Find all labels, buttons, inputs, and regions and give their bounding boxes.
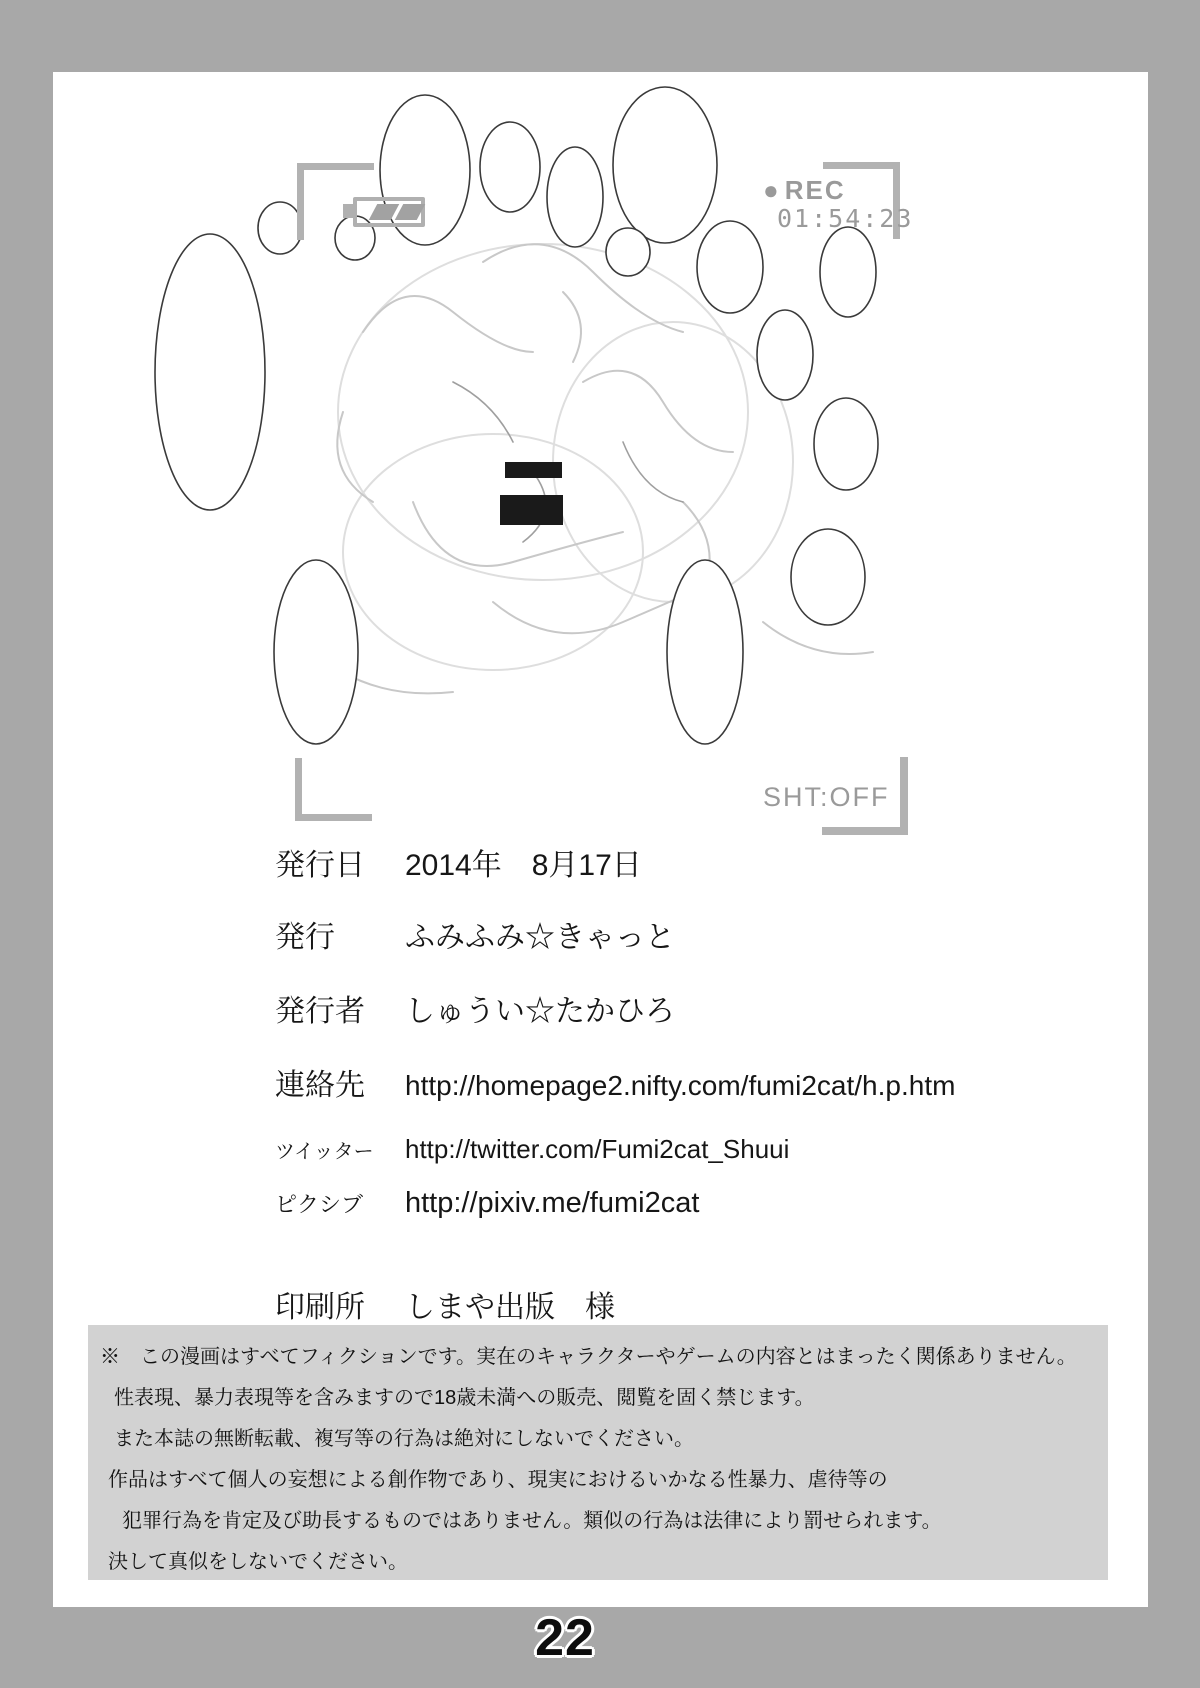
disclaimer-line: 犯罪行為を肯定及び助長するものではありません。類似の行為は法律により罰せられます。	[122, 1510, 942, 1532]
battery-icon	[353, 197, 425, 227]
rec-label: REC	[784, 175, 846, 205]
colophon-label: 印刷所	[275, 1291, 365, 1324]
disclaimer-line: 決して真似をしないでください。	[108, 1551, 408, 1573]
colophon-label: ツイッター	[275, 1141, 374, 1163]
colophon-row	[275, 986, 1055, 1030]
colophon	[275, 840, 1055, 1356]
colophon-value: http://twitter.com/Fumi2cat_Shuui	[405, 1134, 790, 1164]
viewfinder-corner-bottom-left-icon	[295, 758, 372, 821]
colophon-value: ふみふみ☆きゃっと	[405, 921, 675, 954]
colophon-label: ピクシブ	[275, 1192, 364, 1217]
colophon-row	[275, 840, 1055, 884]
colophon-row	[275, 912, 1055, 956]
colophon-value: http://homepage2.nifty.com/fumi2cat/h.p.htm	[405, 1070, 956, 1101]
colophon-label: 発行者	[275, 995, 365, 1028]
colophon-value: しゅうい☆たかひろ	[405, 995, 675, 1028]
disclaimer-line: 作品はすべて個人の妄想による創作物であり、現実におけるいかなる性暴力、虐待等の	[108, 1469, 888, 1491]
colophon-row	[275, 1187, 1055, 1220]
disclaimer-line: また本誌の無断転載、複写等の行為は絶対にしないでください。	[114, 1428, 694, 1450]
colophon-value: http://pixiv.me/fumi2cat	[405, 1187, 700, 1219]
manga-page	[53, 72, 1148, 1607]
page-number: 22	[535, 1609, 595, 1667]
censor-bar	[500, 462, 563, 525]
colophon-label: 発行日	[275, 849, 365, 882]
shutter-status: SHT:OFF	[763, 782, 890, 812]
rec-timestamp: 01:54:23	[777, 204, 914, 233]
rec-dot-icon: ●	[763, 175, 781, 205]
colophon-label: 発行	[275, 921, 335, 954]
colophon-value: しまや出版 様	[405, 1291, 615, 1324]
battery-level-bar	[395, 204, 426, 220]
disclaimer-line: ※ この漫画はすべてフィクションです。実在のキャラクターやゲームの内容とはまったく関係ありません。	[100, 1346, 1077, 1368]
sketch-lines	[453, 382, 683, 542]
illustration-area	[63, 82, 1138, 822]
colophon-row	[275, 1282, 1055, 1326]
disclaimer-box	[88, 1325, 1108, 1580]
sketch-illustration	[63, 82, 1138, 822]
colophon-row	[275, 1060, 1055, 1104]
battery-terminal	[343, 204, 353, 218]
disclaimer-line: 性表現、暴力表現等を含みますので18歳未満への販売、閲覧を固く禁じます。	[114, 1387, 815, 1409]
rec-indicator	[763, 175, 846, 206]
colophon-value: 2014年 8月17日	[405, 849, 642, 882]
colophon-row	[275, 1134, 1055, 1165]
colophon-label: 連絡先	[275, 1069, 365, 1102]
